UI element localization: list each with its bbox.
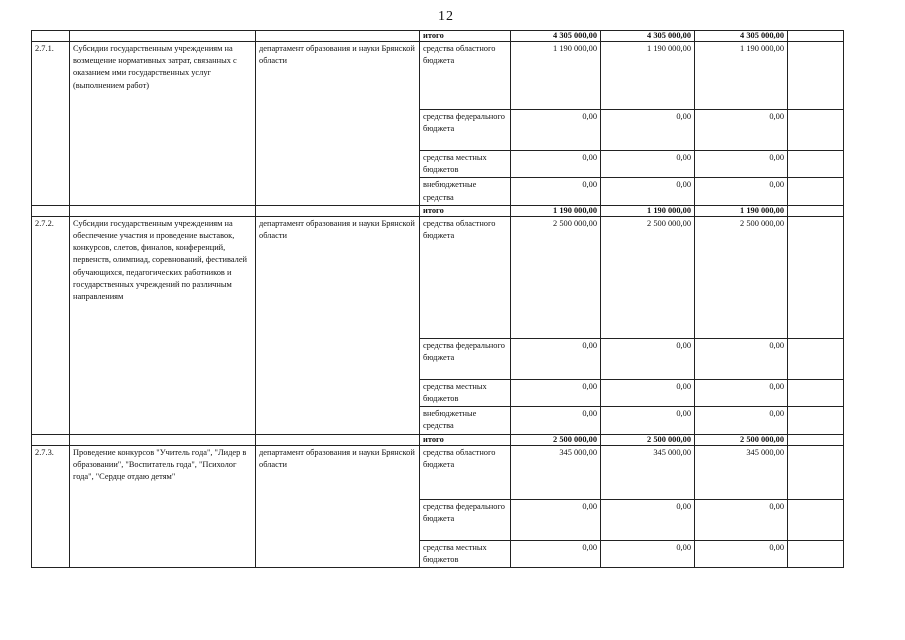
value-cell: 0,00 bbox=[695, 338, 788, 379]
item-executor: департамент образования и науки Брянской области bbox=[256, 42, 420, 206]
funding-source: средства местных бюджетов bbox=[420, 379, 511, 406]
empty-cell bbox=[32, 434, 70, 445]
empty-cell bbox=[70, 31, 256, 42]
funding-source: средства федерального бюджета bbox=[420, 110, 511, 151]
table-row-total bbox=[32, 434, 844, 445]
empty-cell bbox=[788, 205, 844, 216]
empty-cell bbox=[788, 151, 844, 178]
value-cell: 0,00 bbox=[601, 499, 695, 540]
value-cell: 0,00 bbox=[511, 540, 601, 567]
item-name: Проведение конкурсов "Учитель года", "Лидер в образовании", "Воспитатель года", "Психолог года", "Сердце отдаю детям" bbox=[70, 445, 256, 567]
value-cell: 0,00 bbox=[511, 151, 601, 178]
total-value-3: 4 305 000,00 bbox=[695, 31, 788, 42]
item-executor: департамент образования и науки Брянской области bbox=[256, 445, 420, 567]
funding-source: средства областного бюджета bbox=[420, 42, 511, 110]
empty-cell bbox=[788, 540, 844, 567]
total-label: итого bbox=[420, 205, 511, 216]
table-row bbox=[32, 42, 844, 110]
empty-cell bbox=[788, 338, 844, 379]
empty-cell bbox=[788, 434, 844, 445]
value-cell: 0,00 bbox=[601, 379, 695, 406]
total-value-2: 4 305 000,00 bbox=[601, 31, 695, 42]
value-cell: 0,00 bbox=[601, 151, 695, 178]
total-value-1: 4 305 000,00 bbox=[511, 31, 601, 42]
empty-cell bbox=[256, 434, 420, 445]
value-cell: 345 000,00 bbox=[511, 445, 601, 499]
page-number: 12 bbox=[438, 9, 454, 24]
value-cell: 2 500 000,00 bbox=[695, 216, 788, 338]
value-cell: 345 000,00 bbox=[695, 445, 788, 499]
empty-cell bbox=[70, 205, 256, 216]
value-cell: 1 190 000,00 bbox=[601, 42, 695, 110]
empty-cell bbox=[788, 42, 844, 110]
empty-cell bbox=[788, 445, 844, 499]
item-code: 2.7.2. bbox=[32, 216, 70, 434]
funding-source: средства федерального бюджета bbox=[420, 499, 511, 540]
empty-cell bbox=[788, 499, 844, 540]
empty-cell bbox=[788, 110, 844, 151]
empty-cell bbox=[256, 205, 420, 216]
item-executor: департамент образования и науки Брянской области bbox=[256, 216, 420, 434]
value-cell: 0,00 bbox=[695, 178, 788, 205]
funding-source: внебюджетные средства bbox=[420, 407, 511, 434]
value-cell: 0,00 bbox=[511, 407, 601, 434]
value-cell: 0,00 bbox=[601, 338, 695, 379]
item-code: 2.7.3. bbox=[32, 445, 70, 567]
funding-source: средства областного бюджета bbox=[420, 216, 511, 338]
empty-cell bbox=[70, 434, 256, 445]
table-row-top-total bbox=[32, 31, 844, 42]
funding-source: внебюджетные средства bbox=[420, 178, 511, 205]
value-cell: 0,00 bbox=[511, 499, 601, 540]
value-cell: 0,00 bbox=[511, 178, 601, 205]
value-cell: 0,00 bbox=[695, 407, 788, 434]
value-cell: 0,00 bbox=[601, 178, 695, 205]
budget-table bbox=[31, 30, 844, 568]
value-cell: 1 190 000,00 bbox=[695, 42, 788, 110]
value-cell: 0,00 bbox=[601, 110, 695, 151]
total-value-2: 1 190 000,00 bbox=[601, 205, 695, 216]
value-cell: 0,00 bbox=[601, 540, 695, 567]
empty-cell bbox=[32, 205, 70, 216]
empty-cell bbox=[788, 216, 844, 338]
table-row bbox=[32, 445, 844, 499]
value-cell: 0,00 bbox=[695, 110, 788, 151]
empty-cell bbox=[788, 379, 844, 406]
empty-cell bbox=[788, 31, 844, 42]
table-row-total bbox=[32, 205, 844, 216]
empty-cell bbox=[788, 407, 844, 434]
value-cell: 345 000,00 bbox=[601, 445, 695, 499]
table-row bbox=[32, 216, 844, 338]
value-cell: 0,00 bbox=[695, 499, 788, 540]
item-name: Субсидии государственным учреждениям на обеспечение участия и проведение выставок, конкурсов, слетов, финалов, конференций, первенств, олимпиад, соревнований, фестивалей обучающихся, педагогических работников и государственных учреждений по различным направлениям bbox=[70, 216, 256, 434]
value-cell: 0,00 bbox=[695, 151, 788, 178]
total-label: итого bbox=[420, 31, 511, 42]
item-name: Субсидии государственным учреждениям на возмещение нормативных затрат, связанных с оказанием ими государственных услуг (выполнением работ) bbox=[70, 42, 256, 206]
funding-source: средства федерального бюджета bbox=[420, 338, 511, 379]
value-cell: 0,00 bbox=[695, 379, 788, 406]
value-cell: 0,00 bbox=[695, 540, 788, 567]
total-label: итого bbox=[420, 434, 511, 445]
empty-cell bbox=[256, 31, 420, 42]
empty-cell bbox=[788, 178, 844, 205]
value-cell: 0,00 bbox=[601, 407, 695, 434]
value-cell: 0,00 bbox=[511, 110, 601, 151]
empty-cell bbox=[32, 31, 70, 42]
funding-source: средства местных бюджетов bbox=[420, 540, 511, 567]
total-value-2: 2 500 000,00 bbox=[601, 434, 695, 445]
value-cell: 2 500 000,00 bbox=[601, 216, 695, 338]
item-code: 2.7.1. bbox=[32, 42, 70, 206]
total-value-1: 2 500 000,00 bbox=[511, 434, 601, 445]
funding-source: средства областного бюджета bbox=[420, 445, 511, 499]
value-cell: 0,00 bbox=[511, 338, 601, 379]
value-cell: 2 500 000,00 bbox=[511, 216, 601, 338]
total-value-3: 2 500 000,00 bbox=[695, 434, 788, 445]
funding-source: средства местных бюджетов bbox=[420, 151, 511, 178]
value-cell: 0,00 bbox=[511, 379, 601, 406]
total-value-3: 1 190 000,00 bbox=[695, 205, 788, 216]
total-value-1: 1 190 000,00 bbox=[511, 205, 601, 216]
value-cell: 1 190 000,00 bbox=[511, 42, 601, 110]
